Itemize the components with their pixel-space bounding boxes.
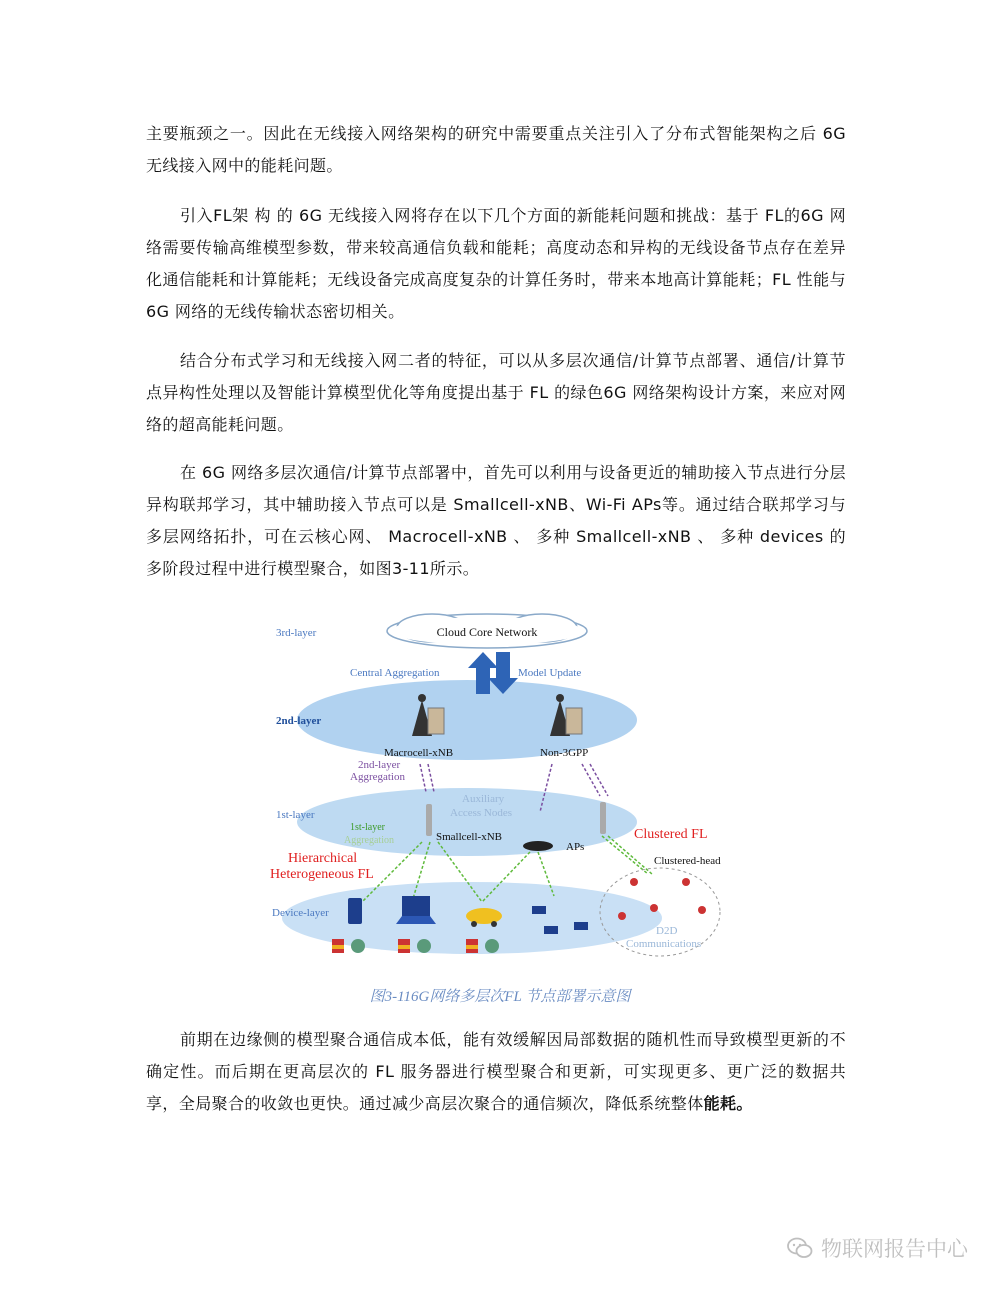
model-update-label: Model Update (518, 667, 582, 679)
paragraph-5-bold-tail: 能耗。 (703, 1094, 753, 1113)
d2d-label-2: Communications (626, 938, 702, 950)
second-layer-aggregation-label-1: 2nd-layer (358, 759, 401, 771)
second-layer-label: 2nd-layer (276, 715, 322, 727)
watermark-text: 物联网报告中心 (821, 1237, 968, 1261)
first-layer-aggregation-label-1: 1st-layer (350, 822, 385, 833)
d2d-label-1: D2D (656, 925, 678, 937)
cloud-label: Cloud Core Network (436, 625, 538, 639)
paragraph-4: 在 6G 网络多层次通信/计算节点部署中，首先可以利用与设备更近的辅助接入节点进行分层异构联邦学习，其中辅助接入节点可以是 Smallcell-xNB、Wi-Fi APs等。通过结合联邦学习与多层网络拓扑，可在云核心网、 Macrocell-xNB 、 多种 Smallcell-xNB 、 多种 devices 的多阶段过程中进行模型聚合，如图3-11所示。 (146, 463, 846, 578)
first-layer-label: 1st-layer (276, 809, 315, 821)
paragraph-3: 结合分布式学习和无线接入网二者的特征，可以从多层次通信/计算节点部署、通信/计算节点异构性处理以及智能计算模型优化等角度提出基于 FL 的绿色6G 网络架构设计方案，来应对网络的超高能耗问题。 (146, 351, 846, 434)
first-layer-aggregation-label-2: Aggregation (344, 835, 394, 846)
hierarchical-label-2: Heterogeneous FL (270, 867, 374, 882)
clustered-head-label: Clustered-head (654, 855, 721, 867)
non3gpp-label: Non-3GPP (540, 747, 589, 759)
wifi-ap-icon (523, 841, 553, 851)
smallcell-label: Smallcell-xNB (436, 831, 502, 843)
auxiliary-label-2: Access Nodes (450, 807, 513, 819)
device-layer-label: Device-layer (272, 907, 329, 919)
paragraph-1: 主要瓶颈之一。因此在无线接入网络架构的研究中需要重点关注引入了分布式智能架构之后 6G 无线接入网中的能耗问题。 (146, 124, 846, 175)
hierarchical-label-1: Hierarchical (288, 851, 358, 866)
smartphone-icon (348, 898, 362, 924)
third-layer-label: 3rd-layer (276, 627, 317, 639)
paragraph-2: 引入FL架 构 的 6G 无线接入网将存在以下几个方面的新能耗问题和挑战：基于 FL的6G 网络需要传输高维模型参数，带来较高通信负载和能耗；高度动态和异构的无线设备节点存在差异化通信能耗和计算能耗；无线设备完成高度复杂的计算任务时，带来本地高计算能耗；FL 性能与6G 网络的无线传输状态密切相关。 (146, 206, 846, 321)
macrocell-label: Macrocell-xNB (384, 747, 454, 759)
clustered-fl-label: Clustered FL (634, 827, 708, 842)
second-layer-aggregation-label-2: Aggregation (350, 771, 405, 783)
paragraph-5-text: 前期在边缘侧的模型聚合通信成本低，能有效缓解因局部数据的随机性而导致模型更新的不确定性。而后期在更高层次的 FL 服务器进行模型聚合和更新，可实现更多、更广泛的数据共享，全局聚合的收敛也更快。通过减少高层次聚合的通信频次，降低系统整体 (146, 1030, 846, 1113)
watermark (787, 1233, 968, 1263)
network-diagram-figure (262, 606, 742, 966)
wechat-icon (787, 1237, 813, 1259)
laptop-icon (396, 896, 436, 924)
aps-label: APs (566, 841, 585, 853)
auxiliary-label-1: Auxiliary (462, 793, 505, 805)
figure-caption: 图3-116G网络多层次FL 节点部署示意图 (369, 989, 631, 1005)
paragraph-5 (146, 1024, 846, 1120)
central-aggregation-label: Central Aggregation (350, 667, 440, 679)
smallcell-antenna-icon (426, 804, 432, 836)
ap-antenna-icon (600, 802, 606, 834)
